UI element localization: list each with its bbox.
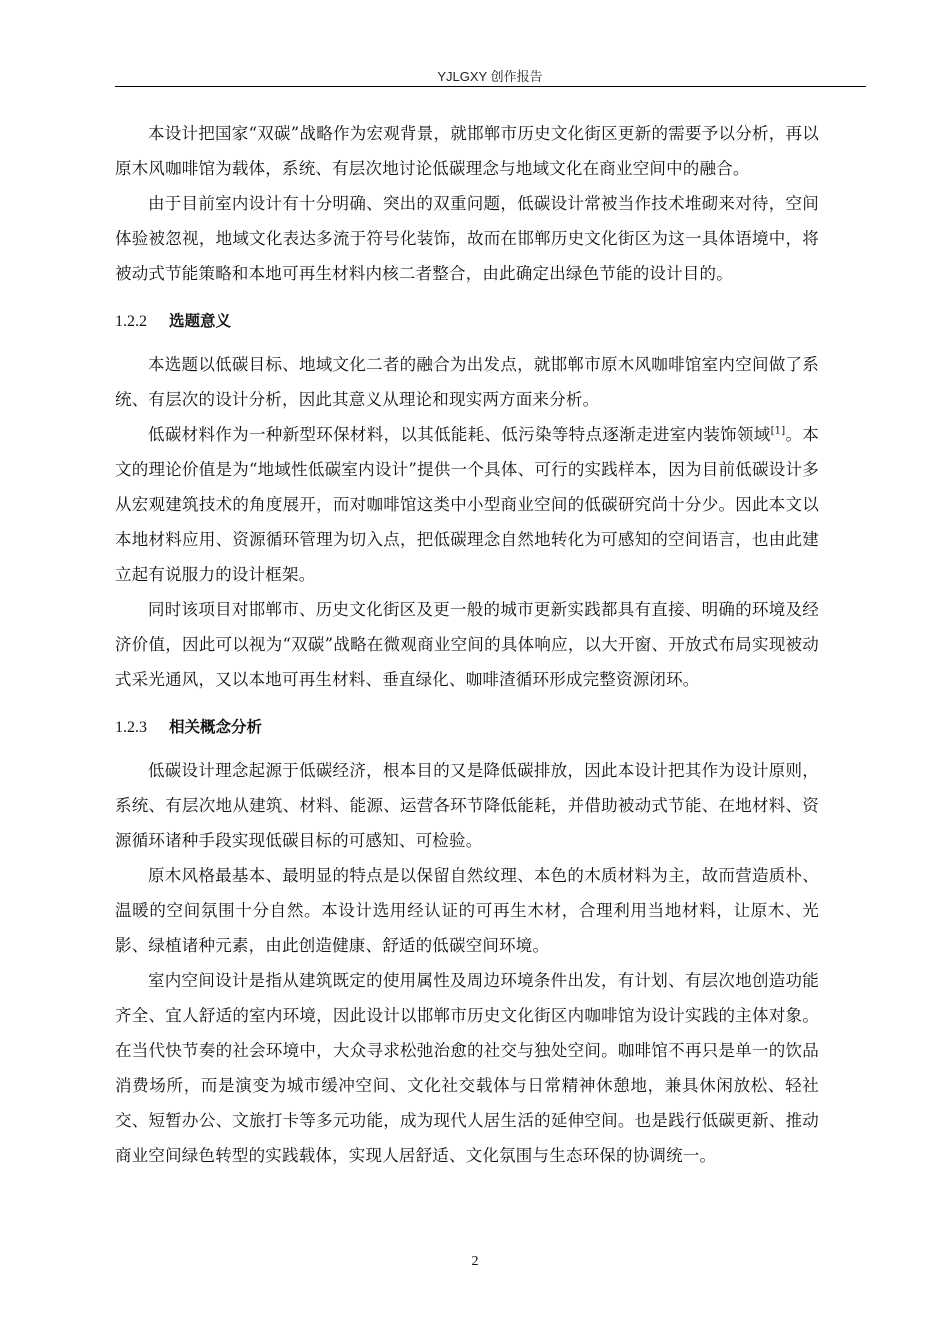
section-1-2-2-paragraph-2: [115, 417, 819, 592]
running-header: YJLGXY 创作报告: [437, 69, 543, 84]
section-1-2-2-paragraph-1: 本选题以低碳目标、地域文化二者的融合为出发点，就邯郸市原木风咖啡馆室内空间做了系统、有层次的设计分析，因此其意义从理论和现实两方面来分析。: [115, 355, 819, 409]
section-number: 1.2.3: [115, 719, 147, 736]
page-number: 2: [471, 1254, 479, 1269]
section-1-2-3-paragraph-3: 室内空间设计是指从建筑既定的使用属性及周边环境条件出发，有计划、有层次地创造功能齐全、宜人舒适的室内环境，因此设计以邯郸市历史文化街区内咖啡馆为设计实践的主体对象。在当代快节奏的社会环境中，大众寻求松弛治愈的社交与独处空间。咖啡馆不再只是单一的饮品消费场所，而是演变为城市缓冲空间、文化社交载体与日常精神休憩地，兼具休闲放松、轻社交、短暂办公、文旅打卡等多元功能，成为现代人居生活的延伸空间。也是践行低碳更新、推动商业空间绿色转型的实践载体，实现人居舒适、文化氛围与生态环保的协调统一。: [115, 971, 819, 1165]
section-1-2-2-paragraph-3: 同时该项目对邯郸市、历史文化街区及更一般的城市更新实践都具有直接、明确的环境及经济价值，因此可以视为“双碳”战略在微观商业空间的具体响应，以大开窗、开放式布局实现被动式采光通风，又以本地可再生材料、垂直绿化、咖啡渣循环形成完整资源闭环。: [115, 600, 819, 689]
intro-paragraph-2: 由于目前室内设计有十分明确、突出的双重问题，低碳设计常被当作技术堆砌来对待，空间体验被忽视，地域文化表达多流于符号化装饰，故而在邯郸历史文化街区为这一具体语境中，将被动式节能策略和本地可再生材料内核二者整合，由此确定出绿色节能的设计目的。: [115, 194, 819, 283]
section-1-2-3-paragraph-1: 低碳设计理念起源于低碳经济，根本目的又是降低碳排放，因此本设计把其作为设计原则，系统、有层次地从建筑、材料、能源、运营各环节降低能耗，并借助被动式节能、在地材料、资源循环诸种手段实现低碳目标的可感知、可检验。: [115, 761, 819, 850]
section-heading-1-2-3: [115, 713, 819, 742]
intro-paragraph-1: 本设计把国家“双碳”战略作为宏观背景，就邯郸市历史文化街区更新的需要予以分析，再以原木风咖啡馆为载体，系统、有层次地讨论低碳理念与地域文化在商业空间中的融合。: [115, 124, 819, 178]
paragraph-text: 。本文的理论价值是为“地域性低碳室内设计”提供一个具体、可行的实践样本，因为目前低碳设计多从宏观建筑技术的角度展开，而对咖啡馆这类中小型商业空间的低碳研究尚十分少。因此本文以本地材料应用、资源循环管理为切入点，把低碳理念自然地转化为可感知的空间语言，也由此建立起有说服力的设计框架。: [115, 425, 819, 584]
header-divider: [115, 86, 866, 87]
section-1-2-3-paragraph-2: 原木风格最基本、最明显的特点是以保留自然纹理、本色的木质材料为主，故而营造质朴、温暖的空间氛围十分自然。本设计选用经认证的可再生木材，合理利用当地材料，让原木、光影、绿植诸种元素，由此创造健康、舒适的低碳空间环境。: [115, 866, 819, 955]
page-body: [115, 116, 819, 1173]
paragraph-text: 低碳材料作为一种新型环保材料，以其低能耗、低污染等特点逐渐走进室内装饰领域: [148, 425, 771, 444]
section-title: 相关概念分析: [169, 718, 263, 736]
section-number: 1.2.2: [115, 313, 147, 330]
section-heading-1-2-2: [115, 307, 819, 336]
citation-reference[interactable]: [1]: [770, 425, 786, 437]
section-title: 选题意义: [169, 312, 232, 330]
